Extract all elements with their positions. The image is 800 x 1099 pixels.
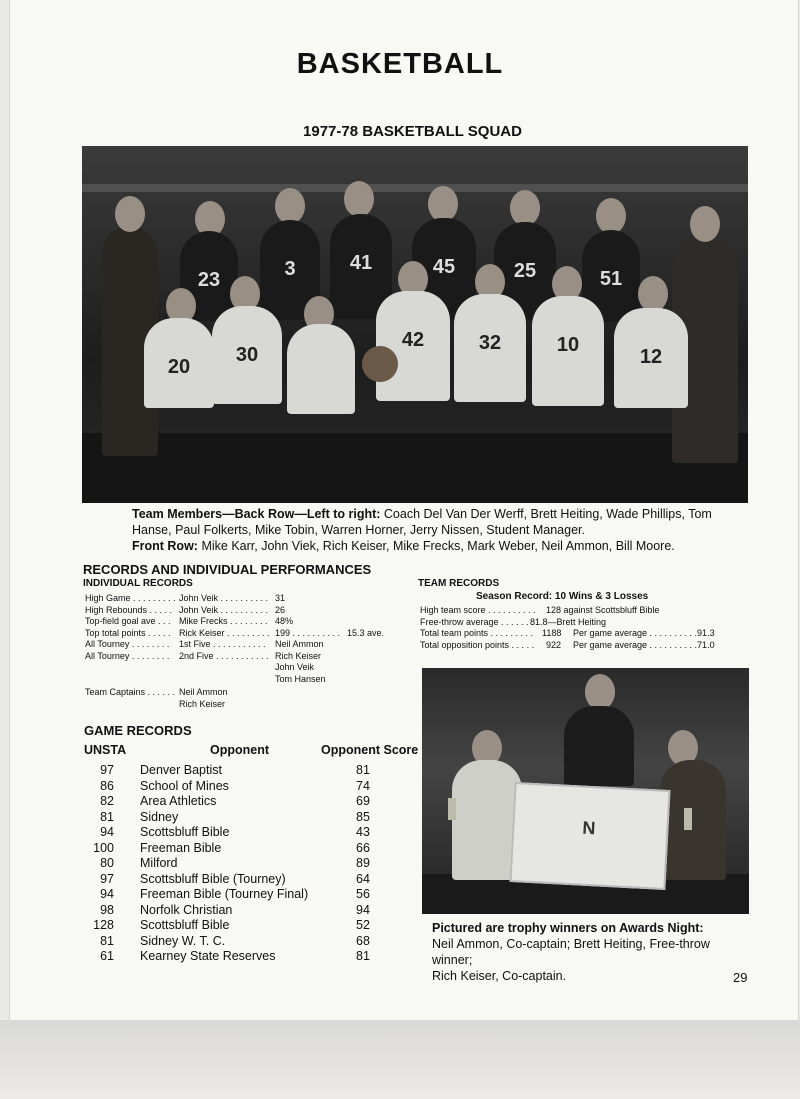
- page-number: 29: [733, 970, 748, 985]
- game-row: 94 Freeman Bible (Tourney Final) 56: [100, 887, 370, 901]
- player-head: [344, 181, 374, 217]
- player-front-3: [287, 324, 355, 414]
- team-records: [420, 605, 750, 651]
- player-head: [638, 276, 668, 312]
- back-row-names-cont: Hanse, Paul Folkerts, Mike Tobin, Warren Horner, Jerry Nissen, Student Manager.: [132, 523, 585, 537]
- jersey-number: 20: [167, 356, 191, 378]
- captain-name: Neil Ammon: [179, 687, 228, 697]
- coach-head: [115, 196, 145, 232]
- trophy-caption-line: Neil Ammon, Co-captain; Brett Heiting, Free-throw winner;: [432, 937, 710, 967]
- player-head: [275, 188, 305, 224]
- front-row-names: Mike Karr, John Viek, Rich Keiser, Mike Frecks, Mark Weber, Neil Ammon, Bill Moore.: [201, 539, 675, 553]
- player-front-6: [532, 296, 604, 406]
- gym-wall-stripe: [82, 184, 748, 192]
- game-row: 94 Scottsbluff Bible 43: [100, 825, 370, 839]
- game-row: 97 Scottsbluff Bible (Tourney) 64: [100, 871, 370, 886]
- squad-title: 1977-78 BASKETBALL SQUAD: [303, 123, 522, 140]
- jersey-number: 45: [432, 256, 456, 278]
- player-head: [510, 190, 540, 226]
- game-row: 81 Sidney W. T. C. 68: [100, 933, 370, 948]
- col-opponent: Opponent: [210, 743, 270, 757]
- game-table-header: [84, 743, 419, 763]
- person-center: [564, 706, 634, 786]
- team-record-row: High team score . . . . . . . . . . 128 against Scottsbluff Bible: [420, 605, 660, 615]
- player-head: [596, 198, 626, 234]
- game-records-heading: GAME RECORDS: [84, 723, 192, 738]
- captains-label: Team Captains . . . . . .: [85, 687, 176, 697]
- record-row: Tom Hansen: [275, 673, 326, 684]
- trophy-icon: [684, 808, 692, 830]
- records-heading: RECORDS AND INDIVIDUAL PERFORMANCES: [83, 562, 372, 577]
- basketball: [362, 346, 398, 382]
- record-row: John Veik: [275, 662, 315, 672]
- player-front-2: [212, 306, 282, 404]
- jersey-number: 30: [235, 344, 259, 366]
- trophy-caption: [432, 920, 752, 984]
- back-row-label: Team Members—Back Row—Left to right:: [132, 507, 381, 521]
- record-row: All Tourney . . . . . . . . 1st Five . . . . . . . . . . . Neil Ammon: [85, 639, 324, 649]
- trophy-photo: [422, 668, 749, 914]
- team-record-row: Free-throw average . . . . . . . . 81.8—Brett Heiting: [420, 616, 607, 627]
- page-title: BASKETBALL: [296, 48, 504, 80]
- game-row: 100 Freeman Bible 66: [93, 840, 370, 855]
- manager-head: [690, 206, 720, 242]
- jersey-number: 23: [197, 269, 221, 291]
- trophy-caption-title: Pictured are trophy winners on Awards Night:: [432, 921, 704, 935]
- season-record: Season Record: 10 Wins & 3 Losses: [476, 591, 649, 602]
- trophy-caption-line: Rich Keiser, Co-captain.: [432, 969, 567, 983]
- player-front-7: [614, 308, 688, 408]
- jersey-number: 10: [556, 334, 580, 356]
- game-row: 97 Denver Baptist 81: [100, 763, 370, 777]
- game-row: 81 Sidney 85: [100, 809, 370, 824]
- record-row: High Rebounds . . . . . John Veik . . . . . . . . . . 26: [85, 604, 286, 615]
- col-opponent-score: Opponent Score: [321, 743, 419, 757]
- jersey-number: 3: [284, 258, 296, 280]
- board-letter: N: [581, 817, 596, 839]
- game-row: 82 Area Athletics 69: [100, 794, 370, 808]
- trophy-icon: [448, 798, 456, 820]
- gym-floor: [82, 433, 748, 503]
- game-row: 98 Norfolk Christian 94: [100, 902, 370, 917]
- game-row: 86 School of Mines 74: [100, 778, 370, 793]
- team-caption: [132, 506, 752, 554]
- col-unsta: UNSTA: [84, 743, 127, 757]
- game-row: 80 Milford 89: [100, 856, 370, 870]
- back-row-names: Coach Del Van Der Werff, Brett Heiting, Wade Phillips, Tom: [383, 507, 712, 521]
- game-row: 128 Scottsbluff Bible 52: [93, 918, 370, 932]
- player-head: [428, 186, 458, 222]
- game-records-table: [84, 743, 419, 965]
- person-right: [660, 760, 726, 880]
- team-records-heading: TEAM RECORDS: [418, 578, 500, 589]
- player-front-4: [376, 291, 450, 401]
- record-row: Top total points . . . . . Rick Keiser . . . . . . . . . 199 . . . . . . . . . . 15.3 ave.: [85, 627, 385, 638]
- individual-records-heading: INDIVIDUAL RECORDS: [83, 578, 193, 589]
- player-front-1: [144, 318, 214, 408]
- jersey-number: 25: [513, 260, 537, 282]
- individual-records: [85, 593, 405, 685]
- team-record-row: Total opposition points . . . . . 922 Per game average . . . . . . . . . .71.0: [420, 639, 715, 650]
- team-captains: [85, 687, 405, 710]
- player-front-5: [454, 294, 526, 402]
- team-photo: [82, 146, 748, 503]
- team-record-row: Total team points . . . . . . . . . 1188 Per game average . . . . . . . . . .91.3: [420, 628, 715, 638]
- record-row: Top-field goal ave . . . Mike Frecks . . . . . . . . 48%: [85, 616, 294, 626]
- jersey-number: 51: [599, 268, 623, 290]
- record-row: High Game . . . . . . . . . John Veik . . . . . . . . . . 31: [85, 593, 286, 603]
- person-head: [585, 674, 615, 710]
- game-row: 61 Kearney State Reserves 81: [100, 949, 370, 963]
- front-row-label: Front Row:: [132, 539, 198, 553]
- records-board: [509, 782, 670, 890]
- jersey-number: 32: [478, 332, 502, 354]
- record-row: All Tourney . . . . . . . . 2nd Five . . . . . . . . . . . Rich Keiser: [85, 650, 322, 661]
- jersey-number: 42: [401, 329, 425, 351]
- jersey-number: 41: [349, 252, 373, 274]
- captain-name: Rich Keiser: [179, 698, 226, 709]
- scan-bottom-strip: [0, 1020, 800, 1099]
- jersey-number: 12: [639, 346, 663, 368]
